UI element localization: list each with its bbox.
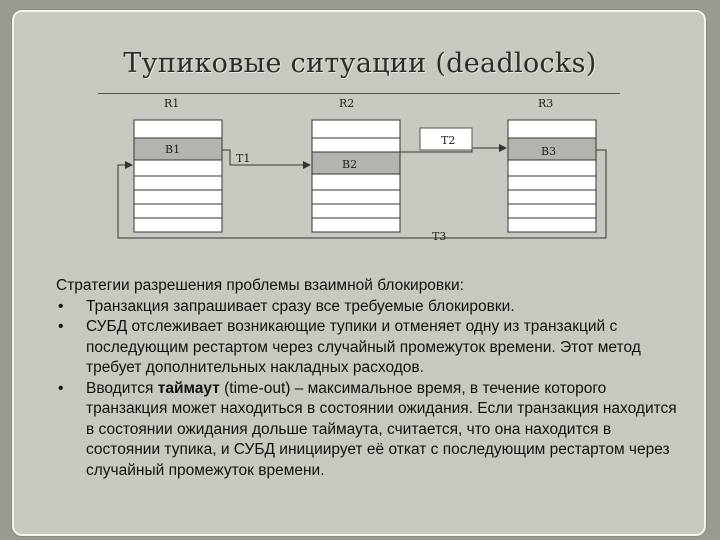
slide-title: Тупиковые ситуации (deadlocks) <box>123 48 597 79</box>
block-label-b3: B3 <box>541 145 557 158</box>
strategies-intro: Стратегии разрешения проблемы взаимной блокировки: <box>56 277 464 294</box>
strategies-text <box>56 276 686 481</box>
strategy-item-3 <box>56 379 686 482</box>
strategies-list <box>56 297 686 482</box>
transaction-label-t2: T2 <box>441 134 456 147</box>
strategy-item-2: • СУБД отслеживает возникающие тупики и отменяет одну из транзакций с последующим рестартом через случайный промежуток времени. Этот метод требует дополнительных накладных расходов. <box>56 317 686 379</box>
resource-label-r2: R2 <box>339 97 355 110</box>
strategy-item-1: • Транзакция запрашивает сразу все требуемые блокировки. <box>56 297 686 318</box>
resource-label-r3: R3 <box>538 97 554 110</box>
transaction-label-t1: T1 <box>236 152 251 165</box>
resource-label-r1: R1 <box>164 97 180 110</box>
resource-table-r1 <box>134 120 222 232</box>
resource-table-r2 <box>312 120 400 232</box>
strategy-3-text-after: (time-out) – максимальное время, в течение которого транзакция может находиться в состоянии ожидания. Если транзакция находится в состоянии ожидания дольше таймаута, считается, что она находится в состоянии тупика, и СУБД инициирует её откат с последующим рестартом через случайный промежуток времени. <box>86 379 677 479</box>
block-label-b1: B1 <box>165 143 181 156</box>
timeout-term: таймаут <box>157 379 220 397</box>
strategy-3-text-before: Вводится <box>86 379 158 397</box>
block-label-b2: B2 <box>342 158 358 171</box>
resource-table-r3 <box>508 120 596 232</box>
transaction-label-t3: T3 <box>432 230 447 243</box>
